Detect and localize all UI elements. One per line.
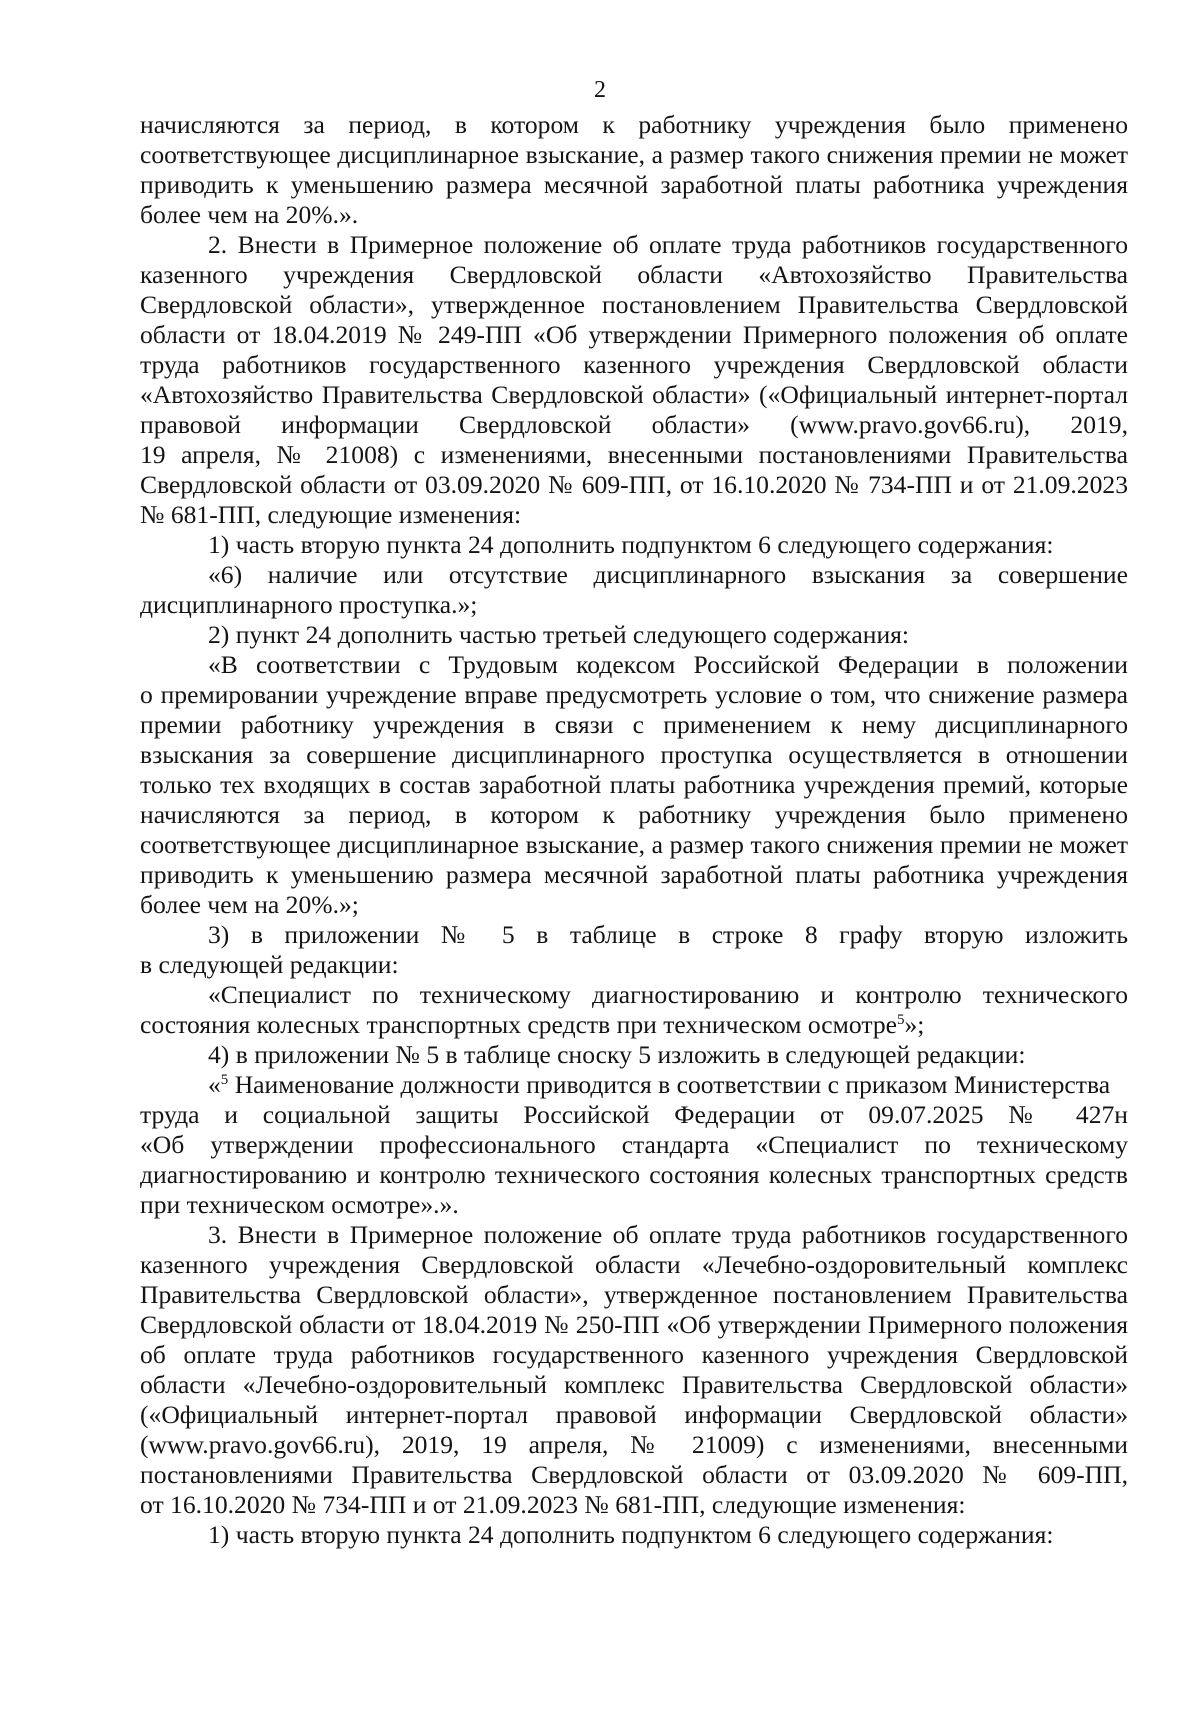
text-line bbox=[140, 110, 1128, 140]
text-line bbox=[140, 800, 1128, 830]
line-text: от 16.10.2020 № 734-ПП и от 21.09.2023 № 681-ПП, следующие изменения: bbox=[140, 1490, 966, 1519]
text-line bbox=[140, 260, 1128, 290]
line-text: труда и социальной защиты Российской Федерации от 09.07.2025 № 427н bbox=[140, 1100, 1128, 1129]
text-line bbox=[140, 1040, 1128, 1070]
line-text: диагностированию и контролю технического состояния колесных транспортных средств bbox=[140, 1160, 1128, 1189]
line-text: «В соответствии с Трудовым кодексом Российской Федерации в положении bbox=[208, 650, 1128, 679]
line-text: при техническом осмотре».». bbox=[140, 1190, 459, 1219]
text-line bbox=[140, 1010, 1128, 1040]
text-line bbox=[140, 680, 1128, 710]
text-line bbox=[140, 1190, 1128, 1220]
footnote-marker: 5 bbox=[220, 1072, 229, 1088]
text-line bbox=[140, 920, 1128, 950]
line-text: № 681-ПП, следующие изменения: bbox=[140, 500, 522, 529]
text-line bbox=[140, 1280, 1128, 1310]
text-line bbox=[140, 1220, 1128, 1250]
text-line bbox=[140, 380, 1128, 410]
text-line bbox=[140, 650, 1128, 680]
text-line bbox=[140, 470, 1128, 500]
text-line bbox=[140, 1070, 1128, 1100]
line-text: 3) в приложении № 5 в таблице в строке 8 графу вторую изложить bbox=[208, 920, 1128, 949]
line-text: об оплате труда работников государственного казенного учреждения Свердловской bbox=[140, 1340, 1128, 1369]
text-line bbox=[140, 560, 1128, 590]
line-text: 2) пункт 24 дополнить частью третьей следующего содержания: bbox=[208, 620, 910, 649]
text-line bbox=[140, 590, 1128, 620]
text-line bbox=[140, 1340, 1128, 1370]
line-text: области «Лечебно-оздоровительный комплекс Правительства Свердловской области» bbox=[140, 1370, 1128, 1399]
line-text: казенного учреждения Свердловской области «Лечебно-оздоровительный комплекс bbox=[140, 1250, 1128, 1279]
line-text: премии работнику учреждения в связи с применением к нему дисциплинарного bbox=[140, 710, 1128, 739]
line-text-continuation: »; bbox=[904, 1010, 925, 1039]
line-text: 19 апреля, № 21008) с изменениями, внесенными постановлениями Правительства bbox=[140, 440, 1128, 469]
text-line bbox=[140, 620, 1128, 650]
line-text: состояния колесных транспортных средств при техническом осмотре bbox=[140, 1010, 897, 1039]
text-line bbox=[140, 230, 1128, 260]
text-line bbox=[140, 1430, 1128, 1460]
text-line bbox=[140, 770, 1128, 800]
line-text: «6) наличие или отсутствие дисциплинарного взыскания за совершение bbox=[208, 560, 1128, 589]
text-line bbox=[140, 710, 1128, 740]
line-text: дисциплинарного проступка.»; bbox=[140, 590, 478, 619]
text-line bbox=[140, 830, 1128, 860]
text-line bbox=[140, 290, 1128, 320]
footnote-marker: 5 bbox=[896, 1012, 905, 1028]
line-text-continuation: Наименование должности приводится в соответствии с приказом Министерства bbox=[228, 1070, 1111, 1099]
line-text: «Об утверждении профессионального стандарта «Специалист по техническому bbox=[140, 1130, 1128, 1159]
line-text: более чем на 20%.»; bbox=[140, 890, 359, 919]
text-line bbox=[140, 740, 1128, 770]
text-line bbox=[140, 1400, 1128, 1430]
line-text: 4) в приложении № 5 в таблице сноску 5 изложить в следующей редакции: bbox=[208, 1040, 1026, 1069]
line-text: « bbox=[208, 1070, 221, 1099]
text-line bbox=[140, 410, 1128, 440]
line-text: казенного учреждения Свердловской области «Автохозяйство Правительства bbox=[140, 260, 1128, 289]
line-text: приводить к уменьшению размера месячной заработной платы работника учреждения bbox=[140, 170, 1128, 199]
line-text: труда работников государственного казенного учреждения Свердловской области bbox=[140, 350, 1128, 379]
line-text: начисляются за период, в котором к работнику учреждения было применено bbox=[140, 110, 1128, 139]
line-text: начисляются за период, в котором к работнику учреждения было применено bbox=[140, 800, 1128, 829]
text-line bbox=[140, 500, 1128, 530]
line-text: области от 18.04.2019 № 249-ПП «Об утверждении Примерного положения об оплате bbox=[140, 320, 1128, 349]
line-text: в следующей редакции: bbox=[140, 950, 399, 979]
line-text: 1) часть вторую пункта 24 дополнить подпунктом 6 следующего содержания: bbox=[208, 530, 1054, 559]
line-text: («Официальный интернет-портал правовой информации Свердловской области» bbox=[140, 1400, 1128, 1429]
text-line bbox=[140, 950, 1128, 980]
line-text: постановлениями Правительства Свердловской области от 03.09.2020 № 609-ПП, bbox=[140, 1460, 1128, 1489]
line-text: приводить к уменьшению размера месячной заработной платы работника учреждения bbox=[140, 860, 1128, 889]
line-text: Правительства Свердловской области», утвержденное постановлением Правительства bbox=[140, 1280, 1128, 1309]
line-text: 3. Внести в Примерное положение об оплате труда работников государственного bbox=[208, 1220, 1128, 1249]
text-line bbox=[140, 1130, 1128, 1160]
text-line bbox=[140, 170, 1128, 200]
line-text: Свердловской области от 03.09.2020 № 609-ПП, от 16.10.2020 № 734-ПП и от 21.09.2023 bbox=[140, 470, 1128, 499]
text-line bbox=[140, 530, 1128, 560]
text-line bbox=[140, 1490, 1128, 1520]
line-text: только тех входящих в состав заработной платы работника учреждения премий, которые bbox=[140, 770, 1128, 799]
line-text: Свердловской области», утвержденное постановлением Правительства Свердловской bbox=[140, 290, 1128, 319]
page-number: 2 bbox=[594, 77, 606, 103]
line-text: «Автохозяйство Правительства Свердловской области» («Официальный интернет-портал bbox=[140, 380, 1128, 409]
line-text: правовой информации Свердловской области» (www.pravo.gov66.ru), 2019, bbox=[140, 410, 1128, 439]
line-text: о премировании учреждение вправе предусмотреть условие о том, что снижение размера bbox=[140, 680, 1128, 709]
line-text: 2. Внести в Примерное положение об оплате труда работников государственного bbox=[208, 230, 1128, 259]
line-text: Свердловской области от 18.04.2019 № 250-ПП «Об утверждении Примерного положения bbox=[140, 1310, 1128, 1339]
line-text: взыскания за совершение дисциплинарного проступка осуществляется в отношении bbox=[140, 740, 1128, 769]
document-body bbox=[140, 110, 1128, 1550]
text-line bbox=[140, 200, 1128, 230]
text-line bbox=[140, 890, 1128, 920]
line-text: соответствующее дисциплинарное взыскание, а размер такого снижения премии не может bbox=[140, 140, 1128, 169]
text-line bbox=[140, 1160, 1128, 1190]
text-line bbox=[140, 1250, 1128, 1280]
text-line bbox=[140, 980, 1128, 1010]
line-text: «Специалист по техническому диагностированию и контролю технического bbox=[208, 980, 1128, 1009]
text-line bbox=[140, 1460, 1128, 1490]
text-line bbox=[140, 1100, 1128, 1130]
text-line bbox=[140, 1370, 1128, 1400]
line-text: более чем на 20%.». bbox=[140, 200, 359, 229]
text-line bbox=[140, 860, 1128, 890]
text-line bbox=[140, 1310, 1128, 1340]
text-line bbox=[140, 320, 1128, 350]
line-text: соответствующее дисциплинарное взыскание, а размер такого снижения премии не может bbox=[140, 830, 1128, 859]
text-line bbox=[140, 350, 1128, 380]
text-line bbox=[140, 1520, 1128, 1550]
text-line bbox=[140, 440, 1128, 470]
text-line bbox=[140, 140, 1128, 170]
line-text: 1) часть вторую пункта 24 дополнить подпунктом 6 следующего содержания: bbox=[208, 1520, 1054, 1549]
line-text: (www.pravo.gov66.ru), 2019, 19 апреля, № 21009) с изменениями, внесенными bbox=[140, 1430, 1128, 1459]
